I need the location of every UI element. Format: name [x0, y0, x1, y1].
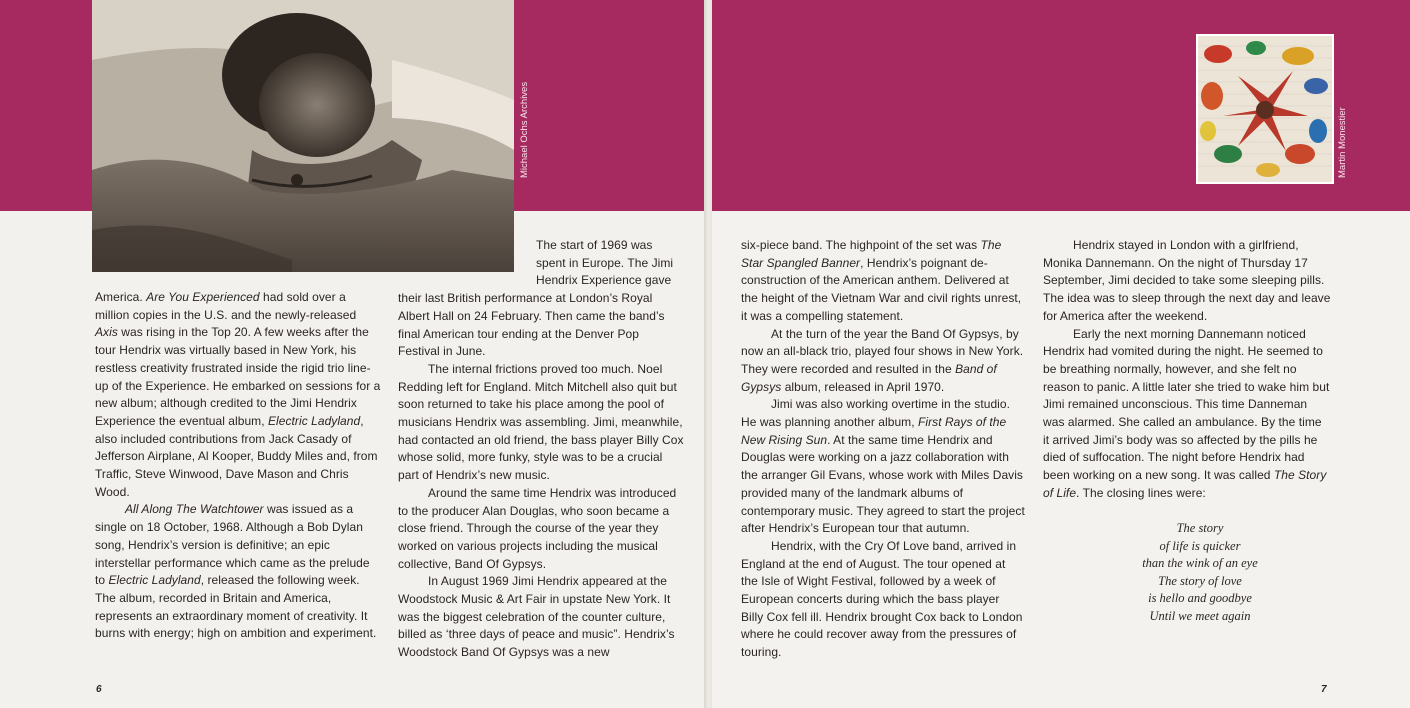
- italic-title: Are You Experienced: [146, 290, 260, 304]
- artwork-credit: Martin Monestier: [1337, 107, 1348, 178]
- lyric-line: Until we meet again: [1149, 608, 1251, 623]
- lyric-line: is hello and goodbye: [1148, 591, 1252, 606]
- italic-title: Band of Gypsys: [741, 361, 997, 394]
- paragraph: Hendrix, with the Cry Of Love band, arrived in England at the end of August. The tour opened at the Isle of Wight Festival, followed by a week of European concerts during which the bass player Billy Cox fell ill. Hendrix brought Cox back to London where he could recover away from the pressures of touring.: [741, 538, 1023, 660]
- paragraph: In August 1969 Jimi Hendrix appeared at the Woodstock Music & Art Fair in upstate New York. It was the biggest celebration of the counter culture, billed as ‘three days of peace and music”. Hendrix’s Woodstock Band Of Gypsys was a new: [398, 574, 675, 660]
- italic-title: Electric Ladyland: [268, 413, 361, 428]
- paragraph: The start of 1969 was spent in Europe. The Jimi Hendrix Experience gave their last British performance at London’s Royal Albert Hall on 24 February. Then came the band’s final American tour ending at the Denver Pop Festival in June.: [398, 238, 674, 359]
- paragraph: Early the next morning Dannemann noticed Hendrix had vomited during the night. He seemed to be breathing normally, however, and she felt no reason to panic. A little later she tried to wake him but Jimi remained unconscious. This time Danneman was alarmed. She called an ambulance. By the time it arrived Jimi’s body was so affected by the pills he died of suffocation. The night before Hendrix had been working on a new song. It was called The Story of Life. The closing lines were:: [1043, 326, 1330, 500]
- column-3: [741, 237, 1025, 662]
- paragraph: At the turn of the year the Band Of Gypsys, by now an all-black trio, played four shows in New York. They were recorded and resulted in the Band of Gypsys album, released in April 1970.: [741, 326, 1024, 394]
- italic-title: First Rays of the New Rising Sun: [741, 415, 1007, 447]
- italic-title: Axis: [95, 325, 118, 340]
- song-lyrics: [1100, 520, 1300, 626]
- column-4: [1043, 237, 1331, 503]
- lyric-line: than the wink of an eye: [1142, 556, 1258, 571]
- column-2: [398, 237, 684, 662]
- page-number: 6: [96, 684, 102, 695]
- paragraph: All Along The Watchtower was issued as a single on 18 October, 1968. Although a Bob Dylan song, Hendrix’s version is definitive; an epic interstellar performance which came as the prelude to Electric Ladyland, released the following week. The album, recorded in Britain and America, represents an extraordinary moment of creativity. It burns with energy; high on ambition and experiment.: [95, 502, 377, 641]
- page-number: 7: [1321, 684, 1327, 695]
- italic-title: Electric Ladyland: [108, 573, 201, 588]
- paragraph: Around the same time Hendrix was introduced to the producer Alan Douglas, who soon became a close friend. Through the course of the year they worked on various projects including the musical collective, Band Of Gypsys.: [398, 485, 677, 571]
- paragraph: six-piece band. The highpoint of the set was The Star Spangled Banner, Hendrix’s poignant de-construction of the American anthem. Delivered at the height of the Vietnam War and civil rights unrest, it was a compelling statement.: [741, 238, 1022, 323]
- paragraph: Jimi was also working overtime in the studio. He was planning another album, First Rays of the New Rising Sun. At the same time Hendrix and Douglas were working on a jazz collaboration with the arranger Gil Evans, whose work with Miles Davis provided many of the landmark albums of contemporary music. They agreed to start the project after Hendrix’s European tour that autumn.: [741, 397, 1025, 536]
- photo-credit: Michael Ochs Archives: [519, 81, 530, 178]
- lyric-line: The story of love: [1158, 573, 1242, 588]
- paragraph: Hendrix stayed in London with a girlfriend, Monika Dannemann. On the night of Thursday 17 September, Jimi decided to take some sleeping pills. The idea was to sleep through the next day and leave for America after the weekend.: [1043, 238, 1331, 323]
- paragraph: America. Are You Experienced had sold over a million copies in the U.S. and the newly-released Axis was rising in the Top 20. A few weeks after the tour Hendrix was virtually based in New York, his restless creativity frustrated inside the rigid trio line-up of the Experience. He embarked on sessions for a new album; although credited to the Jimi Hendrix Experience the eventual album, Electric Ladyland, also included contributions from Jack Casady of Jefferson Airplane, Al Kooper, Buddy Miles and, from Traffic, Steve Winwood, Dave Mason and Chris Wood.: [95, 290, 381, 499]
- paragraph: The internal frictions proved too much. Noel Redding left for England. Mitch Mitchell also quit but soon returned to take his place among the pool of musicians Hendrix was assembling. Jimi, meanwhile, had contacted an old friend, the bass player Billy Cox whose solid, more funky, style was to be a crucial part of Hendrix’s new music.: [398, 361, 684, 483]
- column-1: [95, 289, 382, 643]
- italic-title: All Along The Watchtower: [125, 502, 264, 517]
- collage-artwork: [1196, 34, 1334, 184]
- hendrix-photo: [92, 0, 514, 272]
- lyric-line: The story: [1176, 521, 1224, 535]
- italic-title: The Story of Life: [1043, 468, 1327, 500]
- lyric-line: of life is quicker: [1159, 538, 1241, 553]
- italic-title: The Star Spangled Banner: [741, 238, 1002, 270]
